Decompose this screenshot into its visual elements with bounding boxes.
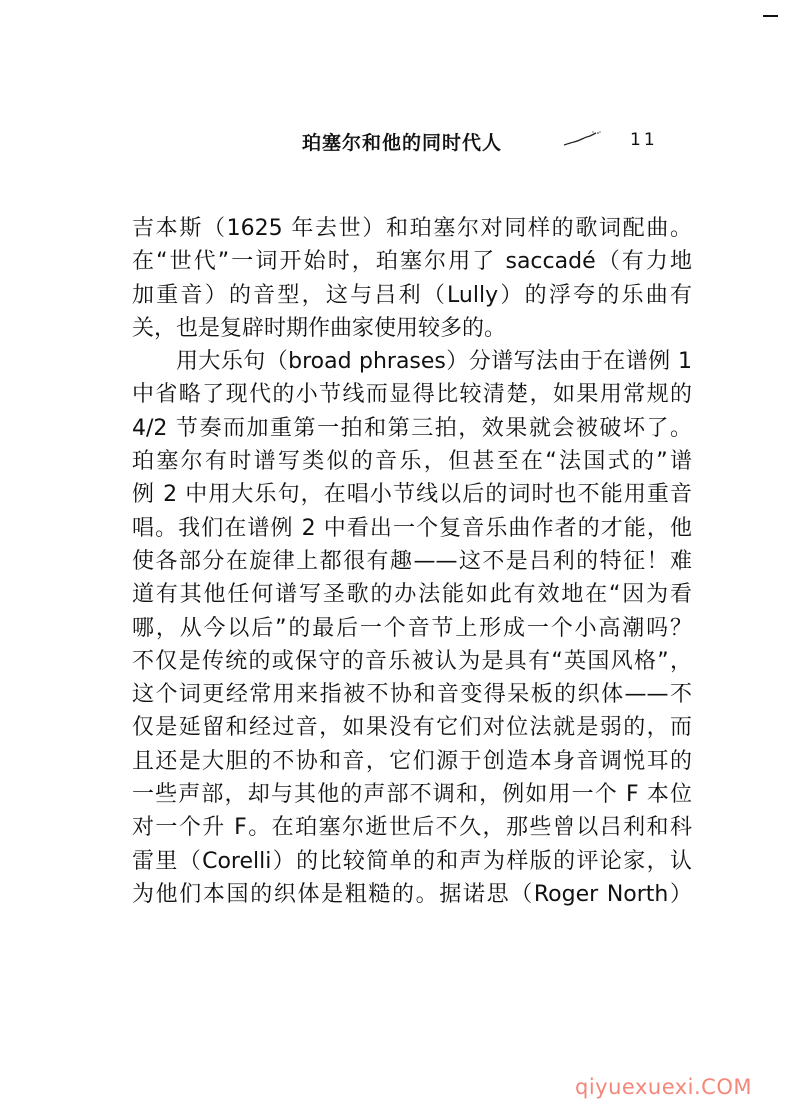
text-line: 加重音）的音型，这与吕利（Lully）的浮夸的乐曲有	[132, 282, 692, 308]
flourish-icon	[562, 130, 602, 148]
text-line: 4/2 节奏而加重第一拍和第三拍，效果就会被破坏了。	[132, 415, 692, 441]
text-line: 对一个升 F。在珀塞尔逝世后不久，那些曾以吕利和科	[132, 815, 692, 841]
body-text	[132, 212, 692, 911]
running-head	[300, 128, 660, 158]
text-line: 吉本斯（1625 年去世）和珀塞尔对同样的歌词配曲。	[132, 216, 692, 241]
text-line: 哪，从今以后”的最后一个音节上形成一个小高潮吗？	[132, 615, 692, 641]
text-line: 且还是大胆的不协和音，它们源于创造本身音调悦耳的	[132, 748, 692, 774]
text-line: 一些声部，却与其他的声部不调和，例如用一个 F 本位	[132, 782, 692, 808]
watermark: qiyuexuexi.COM	[575, 1075, 752, 1099]
text-line: 使各部分在旋律上都很有趣——这不是吕利的特征！难	[132, 548, 692, 574]
text-line: 为他们本国的织体是粗糙的。据诺思（Roger North）	[132, 881, 692, 907]
text-line: 不仅是传统的或保守的音乐被认为是具有“英国风格”，	[132, 648, 692, 674]
paragraph	[132, 345, 692, 911]
text-line: 在“世代”一词开始时，珀塞尔用了 saccadé（有力地	[132, 249, 692, 275]
text-line: 唱。我们在谱例 2 中看出一个复音乐曲作者的才能，他	[132, 515, 692, 541]
text-line: 例 2 中用大乐句，在唱小节线以后的词时也不能用重音	[132, 482, 692, 508]
text-line: 雷里（Corelli）的比较简单的和声为样版的评论家，认	[132, 848, 692, 874]
paragraph	[132, 212, 692, 345]
text-line: 中省略了现代的小节线而显得比较清楚，如果用常规的	[132, 382, 692, 408]
text-line: 关，也是复辟时期作曲家使用较多的。	[132, 315, 507, 341]
running-title: 珀塞尔和他的同时代人	[302, 132, 503, 154]
text-line: 这个词更经常用来指被不协和音变得呆板的织体——不	[132, 682, 692, 708]
text-line: 珀塞尔有时谱写类似的音乐，但甚至在“法国式的”谱	[132, 449, 692, 475]
text-line: 用大乐句（broad phrases）分谱写法由于在谱例 1	[176, 349, 692, 375]
page-number: 11	[630, 130, 658, 150]
text-line: 道有其他任何谱写圣歌的办法能如此有效地在“因为看	[132, 582, 692, 608]
corner-mark	[763, 15, 778, 17]
text-line: 仅是延留和经过音，如果没有它们对位法就是弱的，而	[132, 715, 692, 741]
